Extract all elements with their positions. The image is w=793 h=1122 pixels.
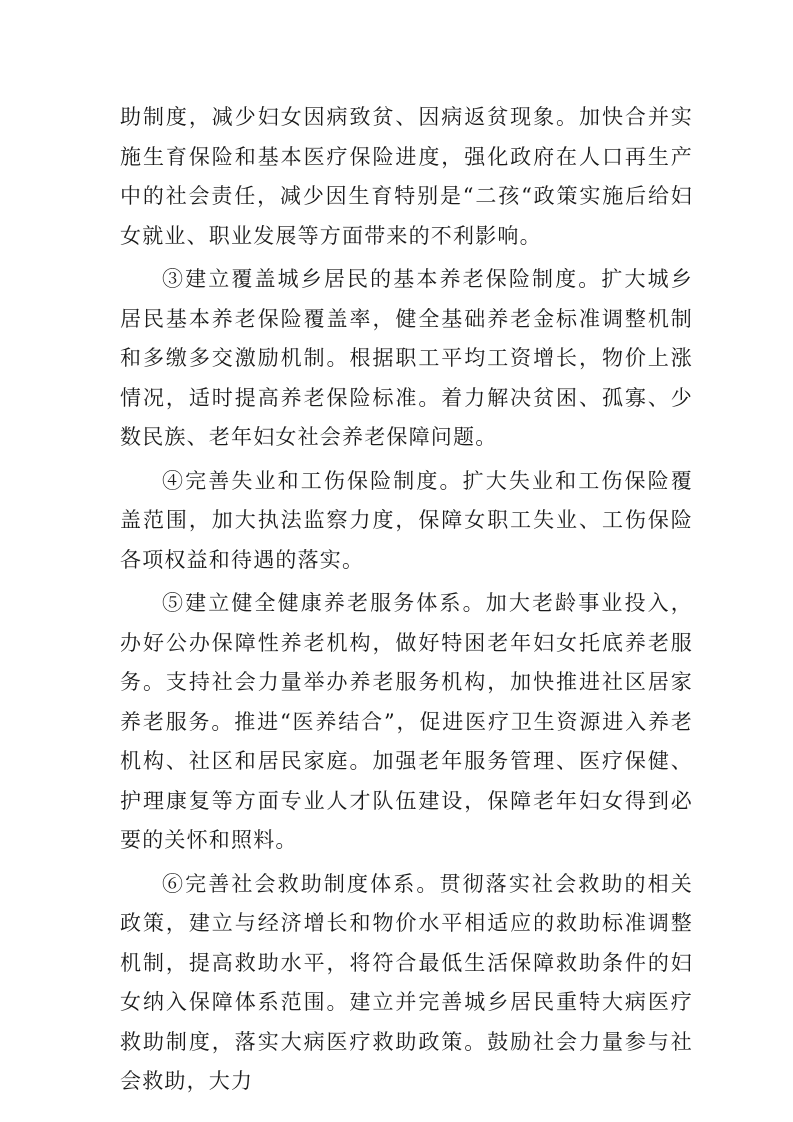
paragraph-pension-insurance: ③建立覆盖城乡居民的基本养老保险制度。扩大城乡居民基本养老保险覆盖率，健全基础养老金标准调整机制和多缴多交激励机制。根据职工平均工资增长，物价上涨情况，适时提高养老保险标准。着力解决贫困、孤寡、少数民族、老年妇女社会养老保障问题。 [120,267,693,449]
paragraph-social-assistance: ⑥完善社会救助制度体系。贯彻落实社会救助的相关政策，建立与经济增长和物价水平相适应的救助标准调整机制，提高救助水平，将符合最低生活保障救助条件的妇女纳入保障体系范围。建立并完善城乡居民重特大病医疗救助制度，落实大病医疗救助政策。鼓励社会力量参与社会救助，大力 [120,871,693,1093]
paragraph-continuation: 助制度，减少妇女因病致贫、因病返贫现象。加快合并实施生育保险和基本医疗保险进度，强化政府在人口再生产中的社会责任，减少因生育特别是“二孩“政策实施后给妇女就业、职业发展等方面带来的不利影响。 [120,105,693,248]
paragraph-unemployment-injury-insurance: ④完善失业和工伤保险制度。扩大失业和工伤保险覆盖范围，加大执法监察力度，保障女职工失业、工伤保险各项权益和待遇的落实。 [120,468,693,572]
paragraph-elderly-care-services: ⑤建立健全健康养老服务体系。加大老龄事业投入，办好公办保障性养老机构，做好特困老年妇女托底养老服务。支持社会力量举办养老服务机构，加快推进社区居家养老服务。推进“医养结合”，促进医疗卫生资源进入养老机构、社区和居民家庭。加强老年服务管理、医疗保健、护理康复等方面专业人才队伍建设，保障老年妇女得到必要的关怀和照料。 [120,591,693,852]
